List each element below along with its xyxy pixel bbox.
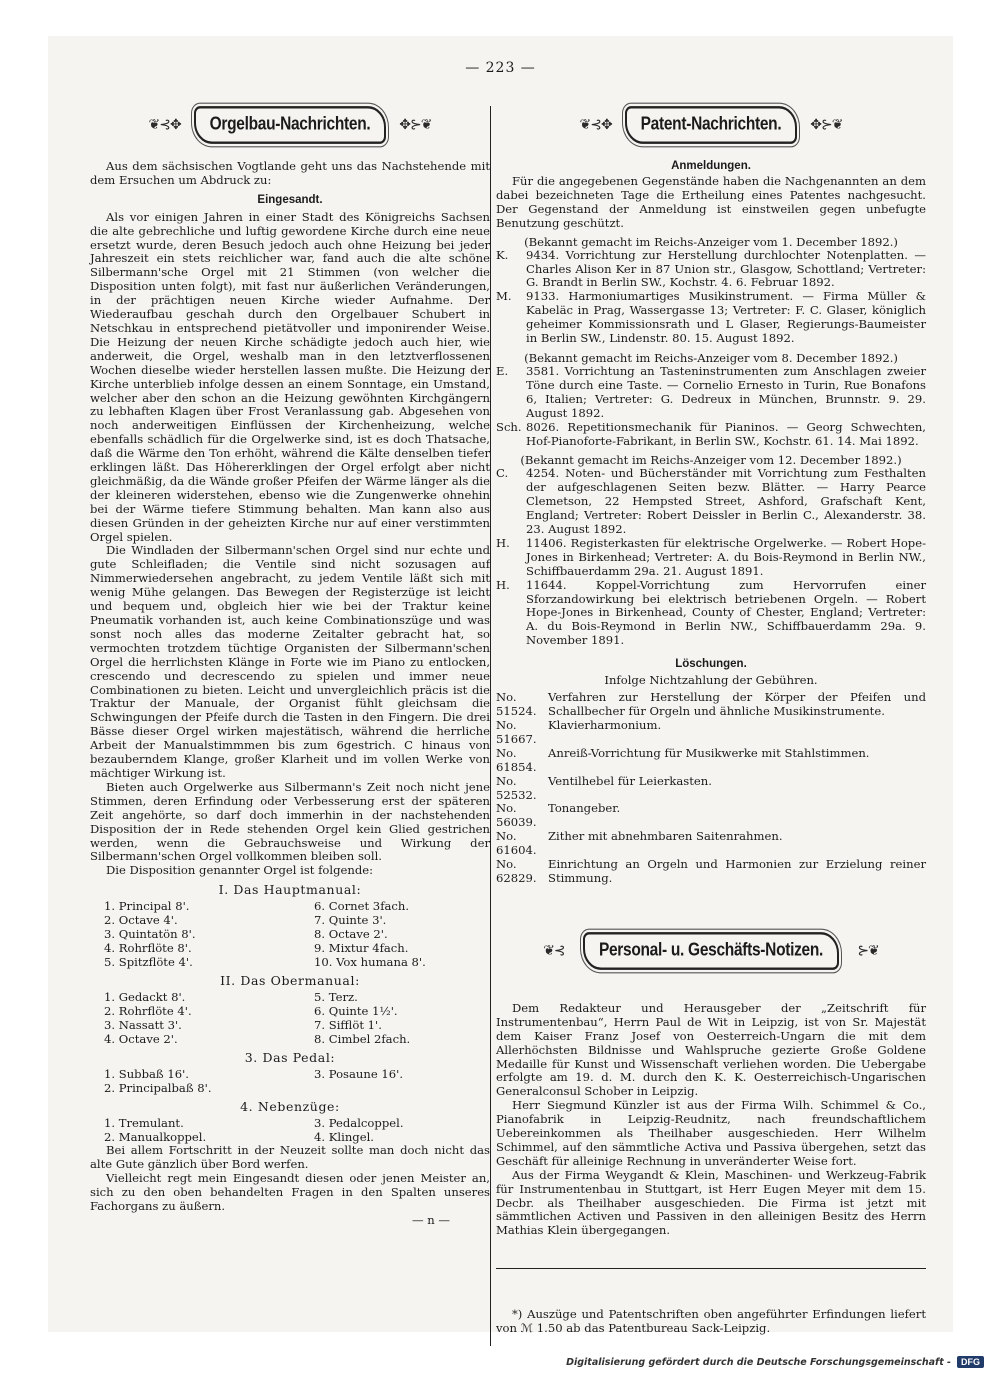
ornament-left-icon: ❦⊰✥	[579, 117, 612, 133]
patent-class: H.	[496, 535, 510, 550]
stop-item: 4. Octave 2'.	[104, 1032, 178, 1047]
patent-text: Verfahren zur Herstellung der Körper der Pfeifen und Schallbecher für Orgeln und ähnliche Musikinstrumente.	[548, 690, 926, 719]
patent-class: K.	[496, 247, 509, 262]
patent-text: 3581. Vorrichtung an Tasteninstrumenten zum Anschlagen zweier Töne durch eine Taste. — Cornelio Ernesto in Turin, Rue Bonafons 6, Italien; Vertreter: G. Dedreux in München, Brunnstr. 9. 29. August 1892.	[526, 363, 926, 420]
stop-item: 1. Gedackt 8'.	[104, 990, 186, 1005]
stop-item: 2. Rohrflöte 4'.	[104, 1004, 192, 1019]
loeschung-entry	[496, 719, 926, 747]
patent-text: 11644. Koppel-Vorrichtung zum Hervorrufen einer Sforzandowirkung bei elektrisch betriebenen Orgeln. — Robert Hope-Jones in Birkenhead, County of Chester, England; Vertreter: A. du Bois-Reymond in Berlin NW., Schiffbauerdamm 29a. 9. November 1891.	[526, 577, 926, 648]
stop-list	[90, 990, 490, 1046]
patent-class: C.	[496, 466, 509, 481]
paragraph: Vielleicht regt mein Eingesandt diesen oder jenen Meister an, sich zu den oben behandelten Fragen in den Spalten unseres Fachorgans zu äußern.	[90, 1171, 490, 1213]
paragraph: Bei allem Fortschritt in der Neuzeit sollte man doch nicht das alte Gute gänzlich über Bord werfen.	[90, 1143, 490, 1172]
stop-item: 5. Spitzflöte 4'.	[104, 955, 193, 970]
patent-text: Tonangeber.	[548, 801, 621, 816]
patent-list	[496, 365, 926, 448]
paragraph: Aus der Firma Weygandt & Klein, Maschinen- und Werkzeug-Fabrik für Instrumentenbau in Stuttgart, ist Herr Eugen Meyer mit dem 15. Decbr. als Theilhaber ausgeschieden. Die Firma ist jetzt mit sämmtlichen Activen und Passiven in den alleinigen Besitz des Herrn Mathias Klein übergegangen.	[496, 1167, 926, 1238]
patent-text: 4254. Noten- und Bücherständer mit Vorrichtung zum Festhalten der aufgeschlagenen Seiten bezw. Blätter. — Harry Pearce Clemetson, 22 Hempsted Street, Ashford, Grafschaft Kent, England; Vertreter: Robert Deissler in Berlin C., Alexanderstr. 38. 23. August 1892.	[526, 466, 926, 537]
paragraph: Als vor einigen Jahren in einer Stadt des Königreichs Sachsen die alte gebrechliche und luftig gewordene Kirche durch eine neue ersetzt wurde, deren Besuch jedoch auch ohne Heizung bei jeder Jahreszeit ein stets reichlicher war, fand auch die alte schöne Silbermann'sche Orgel mit 21 Stimmen (von welcher die Disposition unten folgt), mit fast nur äußerlichen Veränderungen, in der prächtigen neuen Kirche wieder Aufnahme. Der Wiederaufbau geschah durch den Orgelbauer Schubert in Netschkau in entsprechend pietätvoller und imponirender Weise. Die Heizung der neuen Kirche schädigte jedoch auch hier, wie anderweit, die Orgel, weshalb man in den letztverflossenen Wochen dieselbe wieder herstellen lassen mußte. Die Heizung der Kirche unterblieb infolge dessen an einem Sonntage, ein Umstand, welcher aber den schon an die Heizung gewöhnten Kirchgängern zu lebhaften Klagen über Frost Veranlassung gab. Abgesehen von noch anderweitigen Einflüssen der Kirchenheizung, welche ebenfalls schädlich für die Orgelwerke sind, ist es doch Thatsache, daß die Wärme den Ton erhöht, während die Kälte denselben tiefer erklingen läßt. Das Höhererklingen der Orgel erfolgt aber nicht gleichmäßig, da die Wände großer Pfeifen der Wärme länger als die der kleineren widerstehen, ebenso wie die Zungenwerke ohnehin bei der Wärme tiefere Stimmung behalten. Man kann also aus diesen Gründen in der geheizten Kirche nur auf einer verstimmten Orgel spielen.	[90, 209, 490, 544]
gazette-note: (Bekannt gemacht im Reichs-Anzeiger vom 8. December 1892.)	[524, 350, 898, 365]
stop-item: 1. Subbaß 16'.	[104, 1067, 189, 1082]
stop-item: 3. Posaune 16'.	[314, 1067, 404, 1082]
patent-entry	[496, 365, 926, 421]
dfg-logo: DFG	[957, 1356, 984, 1368]
loeschungen-subtitle: Infolge Nichtzahlung der Gebühren.	[604, 673, 818, 688]
anmeldungen-heading: Anmeldungen.	[671, 160, 751, 172]
stop-item: 4. Rohrflöte 8'.	[104, 941, 192, 956]
patent-entry	[496, 249, 926, 291]
stop-item: 7. Sifflöt 1'.	[314, 1018, 382, 1033]
stop-item: 6. Quinte 1½'.	[314, 1004, 398, 1019]
stop-list	[90, 1067, 490, 1095]
article-closing	[90, 1144, 490, 1227]
patent-entry	[496, 290, 926, 346]
patent-entry	[496, 467, 926, 537]
patent-text: 9434. Vorrichtung zur Herstellung durchlochter Notenplatten. — Charles Alison Ker in 87 Union str., Glasgow, Schottland; Vertreter: G. Brandt in Berlin SW., Kochstr. 4. 6. Februar 1892.	[526, 247, 926, 290]
digitization-footer	[566, 1356, 984, 1368]
stop-item: 2. Principalbaß 8'.	[104, 1081, 212, 1096]
manual-title: II. Das Obermanual:	[220, 973, 360, 989]
stop-list	[90, 1116, 490, 1144]
stop-list	[90, 899, 490, 969]
left-column	[90, 96, 490, 1228]
stop-item: 8. Octave 2'.	[314, 927, 388, 942]
loeschung-entry	[496, 775, 926, 803]
personal-banner	[496, 922, 926, 980]
orgelbau-banner	[90, 96, 490, 154]
patent-text: Ventilhebel für Leierkasten.	[548, 773, 712, 788]
patent-entry	[496, 579, 926, 649]
patent-text: Zither mit abnehmbaren Saitenrahmen.	[548, 829, 783, 844]
pedal-title: 3. Das Pedal:	[244, 1050, 336, 1066]
ornament-right-icon: ⊱❦	[857, 942, 879, 959]
signature: — n —	[411, 1212, 450, 1227]
scanned-page	[48, 36, 953, 1335]
stop-item: 2. Octave 4'.	[104, 913, 178, 928]
patent-number: No. 62829.	[496, 857, 537, 885]
banner-title: Orgelbau-Nachrichten.	[194, 106, 387, 144]
stop-item: 2. Manualkoppel.	[104, 1130, 207, 1145]
footnote-text: *) Auszüge und Patentschriften oben angeführter Erfindungen liefert von ℳ 1.50 ab das Patentbureau Sack-Leipzig.	[496, 1307, 926, 1335]
footer-text: Digitalisierung gefördert durch die Deutsche Forschungsgemeinschaft -	[566, 1356, 951, 1368]
section-heading: Eingesandt.	[257, 193, 323, 206]
patent-text: Klavierharmonium.	[548, 718, 662, 732]
paragraph: Bieten auch Orgelwerke aus Silbermann's Zeit noch nicht jene Stimmen, deren Erfindung oder Verbesserung erst der späteren Zeit angehörte, so darf doch immerhin in der nachstehenden Disposition der in Rede stehenden Orgel kein Glied gestrichen werden, wenn die Gebrauchsweise und Wirkung der Silbermann'schen Orgel vollkommen bleiben soll.	[90, 779, 490, 864]
patent-entry	[496, 421, 926, 449]
gazette-note: (Bekannt gemacht im Reichs-Anzeiger vom 1. December 1892.)	[524, 234, 898, 249]
loeschung-entry	[496, 830, 926, 858]
stop-item: 1. Tremulant.	[104, 1116, 184, 1131]
patent-class: H.	[496, 577, 510, 592]
patent-number: No. 61854.	[496, 745, 537, 774]
loeschung-entry	[496, 747, 926, 775]
patent-text: 8026. Repetitionsmechanik für Pianinos. — Georg Schwechten, Hof-Pianoforte-Fabrikant, in Berlin SW., Kochstr. 61. 14. Mai 1892.	[526, 419, 926, 448]
ornament-left-icon: ❦⊰✥	[148, 117, 181, 133]
patent-number: No. 56039.	[496, 801, 537, 830]
stop-item: 9. Mixtur 4fach.	[314, 941, 409, 956]
paragraph: Für die angegebenen Gegenstände haben die Nachgenannten an dem dabei bezeichneten Tage die Ertheilung eines Patentes nachgesucht. Der Gegenstand der Anmeldung ist einstweilen gegen unbefugte Benutzung geschützt.	[496, 174, 926, 230]
anmeldungen-intro	[496, 175, 926, 231]
patent-text: 9133. Harmoniumartiges Musikinstrument. — Firma Müller & Kabeläc in Prag, Wassergasse 13; Vertreter: F. C. Glaser, königlich geheimer Kommissionsrath und L Glaser, Regierungs-Baumeister in Berlin SW., Lindenstr. 80. 15. August 1892.	[526, 289, 926, 346]
stop-item: 1. Principal 8'.	[104, 899, 190, 914]
footnote	[496, 1308, 926, 1336]
patent-number: No. 51667.	[496, 718, 537, 746]
right-column	[496, 96, 926, 1335]
patent-text: Einrichtung an Orgeln und Harmonien zur Erzielung reiner Stimmung.	[548, 857, 926, 885]
paragraph: Die Windladen der Silbermann'schen Orgel sind nur echte und gute Schleifladen; die Ventile sind nicht sozusagen auf Nimmerwiedersehen angebracht, zu jedem Ventile läßt sich mit wenig Mühe gelangen. Das Bewegen der Registerzüge ist leicht und bequem und, obgleich hier wie bei der Traktur keine Pneumatik vorhanden ist, auch keine Combinationszüge und was sonst noch alles das moderne Zeitalter gebracht hat, so vermochten trotzdem tüchtige Organisten der Silbermann'schen Orgel die herrlichsten Klänge in Forte wie im Piano zu entlocken, crescendo und decrescendo zu spielen und immer neue Combinationen zu bieten. Leicht und unvergleichlich präcis ist die Traktur der Manuale, der Organist fühlt gleichsam die Schwingungen der Pfeife durch die Tasten in den Fingern. Die drei Bässe dieser Orgel wirken majestätisch, während die herrliche Arbeit der Manualstimmmen bis zum 6gestrich. C hinaus von bezauberndem Klange, großer Klarheit und im vollen Werke von mächtiger Wirkung ist.	[90, 543, 490, 780]
patent-list	[496, 467, 926, 648]
patent-class: E.	[496, 363, 509, 378]
gazette-note: (Bekannt gemacht im Reichs-Anzeiger vom 12. December 1892.)	[520, 453, 902, 468]
nebenzuege-title: 4. Nebenzüge:	[240, 1099, 340, 1115]
article-body	[90, 160, 490, 878]
stop-item: 3. Quintatön 8'.	[104, 927, 196, 942]
banner-title: Patent-Nachrichten.	[625, 106, 798, 144]
stop-item: 10. Vox humana 8'.	[314, 955, 426, 970]
loeschung-entry	[496, 802, 926, 830]
patent-list	[496, 249, 926, 346]
stop-item: 3. Pedalcoppel.	[314, 1116, 404, 1131]
patent-number: No. 51524.	[496, 690, 537, 719]
loeschung-entry	[496, 858, 926, 886]
patent-text: 11406. Registerkasten für elektrische Orgelwerke. — Robert Hope-Jones in Birkenhead; Vertreter: A. du Bois-Reymond in Berlin NW., Schiffbauerdamm 29a. 21. August 1891.	[526, 535, 926, 578]
patent-text: Anreiß-Vorrichtung für Musikwerke mit Stahlstimmen.	[548, 745, 870, 760]
patent-number: No. 52532.	[496, 773, 537, 802]
patent-class: Sch.	[496, 419, 522, 434]
stop-item	[314, 1081, 494, 1095]
stop-item: 5. Terz.	[314, 990, 358, 1005]
column-divider	[490, 106, 491, 1346]
stop-item: 7. Quinte 3'.	[314, 913, 387, 928]
paragraph: Die Disposition genannter Orgel ist folgende:	[106, 863, 374, 878]
loeschung-entry	[496, 691, 926, 719]
stop-item: 6. Cornet 3fach.	[314, 899, 410, 914]
loeschungen-list	[496, 691, 926, 886]
footnote-rule	[496, 1268, 926, 1269]
patent-entry	[496, 537, 926, 579]
intro-paragraph: Aus dem sächsischen Vogtlande geht uns das Nachstehende mit dem Ersuchen um Abdruck zu:	[90, 159, 490, 187]
ornament-right-icon: ✥⊱❦	[399, 117, 432, 133]
stop-item: 8. Cimbel 2fach.	[314, 1032, 411, 1047]
patent-class: M.	[496, 289, 512, 304]
patent-banner	[496, 96, 926, 154]
banner-title: Personal- u. Geschäfts-Notizen.	[583, 932, 839, 970]
ornament-left-icon: ❦⊰	[543, 942, 565, 959]
stop-item: 4. Klingel.	[314, 1130, 374, 1145]
paragraph: Herr Siegmund Künzler ist aus der Firma Wilh. Schimmel & Co., Pianofabrik in Leipzig-Reudnitz, nach freundschaftlichem Uebereinkommen als Theilhaber ausgeschieden. Herr Wilhelm Schimmel, auf den sämmtliche Activa und Passiva übergehen, setzt das Geschäft für alleinige Rechnung in unveränderter Weise fort.	[496, 1098, 926, 1168]
paragraph: Dem Redakteur und Herausgeber der „Zeitschrift für Instrumentenbau“, Herrn Paul de Wit in Leipzig, ist von Sr. Majestät dem Kaiser Franz Josef von Oesterreich-Ungarn die mit dem Allerhöchsten Bildnisse und Wahlspruche gezierte Große Goldene Medaille für Kunst und Wissenschaft verliehen worden. Die Uebergabe erfolgte am 19. d. M. durch den K. K. Oesterreichisch-Ungarischen Generalconsul Schober in Leipzig.	[496, 1000, 926, 1099]
personal-notices	[496, 1002, 926, 1238]
manual-title: I. Das Hauptmanual:	[218, 882, 362, 898]
ornament-right-icon: ✥⊱❦	[810, 117, 843, 133]
loeschungen-heading: Löschungen.	[675, 658, 747, 671]
stop-item: 3. Nassatt 3'.	[104, 1018, 182, 1033]
page-number: — 223 —	[465, 60, 536, 76]
patent-number: No. 61604.	[496, 829, 537, 858]
